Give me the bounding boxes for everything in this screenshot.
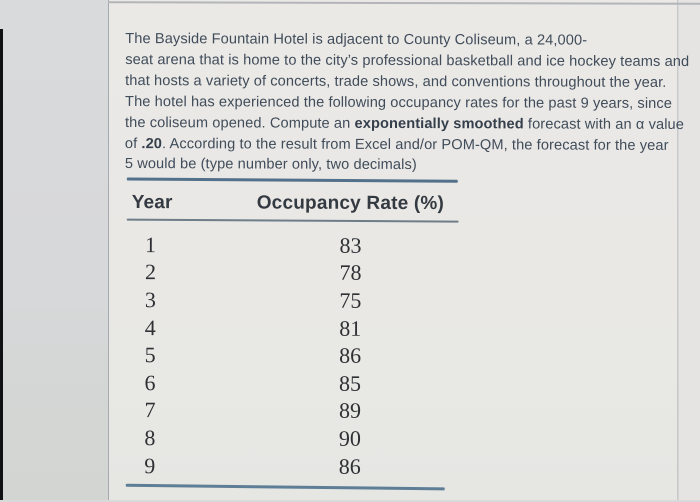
- year-cell: 3: [144, 287, 156, 313]
- table-row: [127, 231, 459, 260]
- rate-cell: 89: [338, 398, 362, 424]
- table-row: [126, 397, 458, 426]
- table-header-rule: [127, 219, 459, 223]
- year-cell: 1: [145, 231, 157, 257]
- question-text-line: [124, 113, 685, 136]
- year-cell: 9: [144, 452, 156, 478]
- rate-cell: 81: [339, 315, 362, 341]
- rate-cell: 86: [338, 453, 361, 479]
- rate-cell: 83: [339, 232, 362, 258]
- question-text-line: [125, 134, 677, 157]
- bold-text-alpha-value: .20: [141, 135, 163, 152]
- table-row: [126, 424, 458, 453]
- table-row: [126, 341, 458, 370]
- question-text-line: 5 would be (type number only, two decimals): [124, 156, 417, 174]
- table-bottom-rule: [126, 484, 445, 491]
- rate-cell: 90: [338, 425, 361, 451]
- question-text: [124, 29, 690, 177]
- question-text-line: that hosts a variety of concerts, trade shows, and conventions throughout the year.: [125, 72, 667, 91]
- question-text-segment: forecast with an α value: [523, 116, 685, 133]
- year-cell: 4: [144, 314, 156, 340]
- year-cell: 7: [144, 397, 156, 423]
- table-row: [126, 369, 458, 398]
- rate-cell: 78: [339, 260, 362, 286]
- question-text-line: The hotel has experienced the following occupancy rates for the past 9 years, since: [125, 93, 673, 112]
- question-text-segment: . According to the result from Excel and/or POM-QM, the forecast for the year: [162, 135, 669, 154]
- year-cell: 8: [144, 425, 156, 451]
- question-text-line: seat arena that is home to the city’s professional basketball and ice hockey teams and: [125, 51, 690, 70]
- table-top-rule: [127, 177, 458, 182]
- table-row: [126, 314, 458, 343]
- table-row: [126, 286, 458, 315]
- question-text-segment: of: [124, 135, 142, 152]
- table-row: [126, 259, 458, 288]
- rate-cell: 75: [339, 287, 362, 313]
- question-text-segment: the coliseum opened. Compute an: [124, 114, 355, 132]
- year-cell: 5: [144, 342, 156, 368]
- occupancy-table-body: [126, 231, 459, 481]
- table-row: [126, 452, 458, 481]
- year-cell: 6: [144, 369, 156, 395]
- bold-text-exponentially-smoothed: exponentially smoothed: [354, 115, 524, 133]
- year-cell: 2: [144, 259, 157, 285]
- rate-cell: 86: [339, 342, 362, 369]
- table-header-year: Year: [131, 192, 173, 214]
- rate-cell: 85: [339, 370, 362, 396]
- table-header-occupancy-rate: Occupancy Rate (%): [256, 192, 445, 215]
- question-text-line: The Bayside Fountain Hotel is adjacent to County Coliseum, a 24,000-: [125, 31, 588, 49]
